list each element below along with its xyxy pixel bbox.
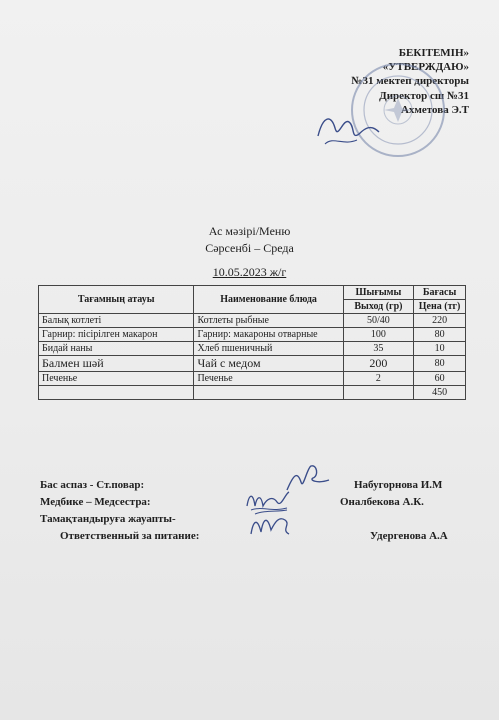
- approval-line-2: «УТВЕРЖДАЮ»: [382, 61, 469, 74]
- table-row: [39, 328, 466, 342]
- row-price: 60: [414, 372, 466, 386]
- chef-name: Набугорнова И.М: [354, 479, 443, 491]
- total-empty-cell: [194, 386, 343, 400]
- date-title: 10.05.2023 ж/г: [212, 265, 287, 279]
- approval-line-5: Ахметова Э.Т: [400, 103, 469, 116]
- header-kz-name: Тағамның атауы: [39, 286, 194, 314]
- approval-line-4: Директор сш №31: [379, 89, 469, 102]
- row-ru-name: Гарнир: макароны отварные: [194, 328, 343, 342]
- chef-label: Бас аспаз - Ст.повар:: [40, 479, 145, 491]
- table-row: [39, 372, 466, 386]
- responsible-label-ru: Ответственный за питание:: [60, 530, 200, 542]
- row-output: 200: [343, 356, 413, 372]
- row-ru-name: Котлеты рыбные: [194, 314, 343, 328]
- header-ru-name: Наименование блюда: [194, 286, 343, 314]
- responsible-name: Удергенова А.А: [370, 530, 448, 542]
- header-price-kz: Бағасы: [414, 286, 466, 300]
- row-kz-name: Балмен шәй: [39, 356, 194, 372]
- header-price-ru: Цена (тг): [414, 300, 466, 314]
- row-output: 50/40: [343, 314, 413, 328]
- day-title: Сәрсенбі – Среда: [205, 241, 294, 255]
- row-kz-name: Балық котлеті: [39, 314, 194, 328]
- row-kz-name: Печенье: [39, 372, 194, 386]
- responsible-signature: [245, 506, 295, 540]
- row-price: 80: [414, 328, 466, 342]
- row-price: 220: [414, 314, 466, 328]
- row-output: 100: [343, 328, 413, 342]
- menu-title: Ас мәзірі/Меню: [208, 224, 291, 238]
- header-output-kz: Шығымы: [343, 286, 413, 300]
- nurse-label: Медбике – Медсестра:: [40, 496, 151, 508]
- nurse-name: Оналбекова А.К.: [340, 496, 424, 508]
- menu-table: [38, 285, 466, 400]
- table-row: [39, 314, 466, 328]
- table-row: [39, 356, 466, 372]
- row-ru-name: Печенье: [194, 372, 343, 386]
- total-empty-cell: [39, 386, 194, 400]
- total-empty-cell: [343, 386, 413, 400]
- row-output: 2: [343, 372, 413, 386]
- approval-line-3: №31 мектеп директоры: [351, 75, 469, 88]
- total-price: 450: [414, 386, 466, 400]
- row-kz-name: Бидай наны: [39, 342, 194, 356]
- row-price: 10: [414, 342, 466, 356]
- row-price: 80: [414, 356, 466, 372]
- header-output-ru: Выход (гр): [343, 300, 413, 314]
- table-row: [39, 342, 466, 356]
- approval-line-1: БЕКІТЕМІН»: [398, 47, 469, 59]
- table-header-row-1: [39, 286, 466, 300]
- row-kz-name: Гарнир: пісірілген макарон: [39, 328, 194, 342]
- row-ru-name: Хлеб пшеничный: [194, 342, 343, 356]
- director-signature: [313, 106, 383, 151]
- row-output: 35: [343, 342, 413, 356]
- table-total-row: [39, 386, 466, 400]
- responsible-label-kz: Тамақтандыруға жауапты-: [40, 513, 176, 525]
- row-ru-name: Чай с медом: [194, 356, 343, 372]
